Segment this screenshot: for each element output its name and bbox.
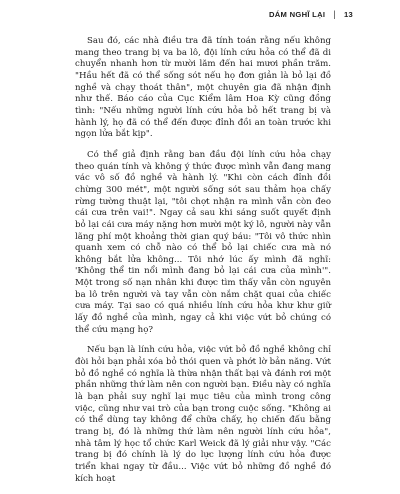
page-number: 13 (343, 9, 353, 19)
running-header (269, 9, 353, 19)
paragraph-1: Sau đó, các nhà điều tra đã tính toán rằng nếu không mang theo trang bị va ba lô, đội lính cứu hỏa có thể đã di chuyển nhanh hơn từ mười lăm đến hai mươi phần trăm. "Hầu hết đã có thể sống sót nếu họ đơn giản là bỏ lại đồ nghề và chạy thoát thân", một chuyên gia đã nhận định như thế. Báo cáo của Cục Kiểm lâm Hoa Kỳ cũng đồng tình: "Nếu những người lính cứu hỏa bỏ hết trang bị và hành lý, họ đã có thể đến được đỉnh đồi an toàn trước khi ngọn lửa bắt kịp". (75, 36, 331, 140)
running-title: DÁM NGHĨ LẠI (268, 9, 326, 19)
paragraph-3: Nếu bạn là lính cứu hỏa, việc vứt bỏ đồ nghề không chỉ đòi hỏi bạn phải xóa bỏ thói quen và phớt lờ bản năng. Vứt bỏ đồ nghề có nghĩa là thừa nhận thất bại và đánh rơi một phần những thứ làm nên con người bạn. Điều này có nghĩa là bạn phải suy nghĩ lại mục tiêu của mình trong công việc, cũng như vai trò của bạn trong cuộc sống. "Không ai có thể dùng tay không để chữa chấy, họ chiến đấu bằng trang bị, đó là những thứ làm nên người lính cứu hỏa", nhà tâm lý học tổ chức Karl Weick đã lý giải như vậy. "Các trang bị đó chính là lý do lực lượng lính cứu hỏa được triển khai ngay từ đầu... Việc vứt bỏ những đồ nghề đó kích hoạt (75, 345, 331, 484)
header-separator: | (333, 9, 336, 19)
paragraph-2: Có thể giả định rằng ban đầu đội lính cứu hỏa chạy theo quán tính và không ý thức được mình vẫn đang mang vác vô số đồ nghề và hành lý. "Khi còn cách đỉnh đồi chừng 300 mét", một người sống sót sau thảm họa chấy rừng tường thuật lại, "tôi chợt nhận ra mình vẫn còn đeo cái cưa trên vai!". Ngay cả sau khi sáng suốt quyết định bỏ lại cái cưa máy nặng hơn mười một ký lô, người này vẫn lãng phí một khoảng thời gian quý báu: "Tôi vô thức nhìn quanh xem có chỗ nào có thể bỏ lại chiếc cưa mà nó không bắt lửa không... Tôi nhớ lúc ấy mình đã nghĩ: 'Không thể tin nổi mình đang bỏ lại cái cưa của mình'". Một trong số nạn nhân khi được tìm thấy vẫn còn nguyên ba lô trên người và tay vẫn còn nắm chặt quai của chiếc cưa máy. Tại sao có quá nhiều lính cứu hỏa khư khư giữ lấy đồ nghề của mình, ngay cả khi việc vứt bỏ chúng có thể cứu mạng họ? (75, 149, 331, 335)
body-text (75, 36, 331, 494)
